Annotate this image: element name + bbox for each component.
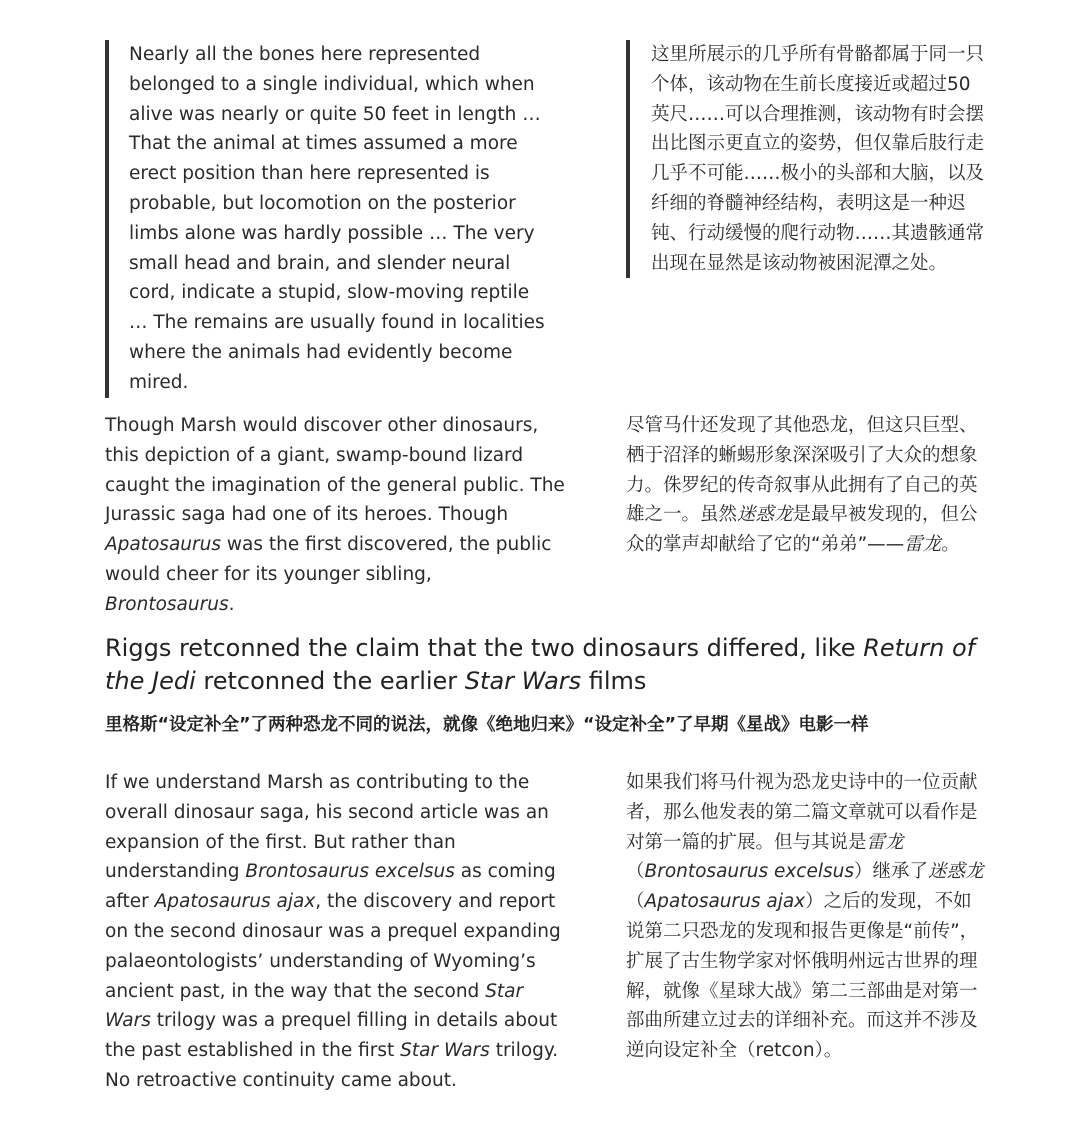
emphasis-brontosaurus: Brontosaurus — [105, 593, 229, 615]
emphasis-apatosaurus-zh: 迷惑龙 — [928, 861, 984, 883]
text-span: films — [581, 667, 647, 695]
section-heading — [105, 632, 985, 698]
quote-text-en: Nearly all the bones here represented belonged to a single individual, which when alive was nearly or quite 50 feet in length … That the animal at times assumed a more erect position than here represented is probable, but locomotion on the posterior limbs alone was hardly possible … The very small head and brain, and slender neural cord, indicate a stupid, slow-moving reptile … The remains are usually found in localities where the animals had evidently become mired. — [129, 44, 545, 393]
text-span: was the first discovered, the public would cheer for its younger sibling, — [105, 534, 552, 585]
emphasis-star-wars: Star Wars — [464, 667, 582, 695]
text-span: retconned the earlier — [195, 667, 465, 695]
emphasis-return-of-the-jedi: Return of the Jedi — [105, 634, 976, 695]
text-span: ）之后的发现，不如说第二只恐龙的发现和报告更像是“前传”，扩展了古生物学家对怀俄明州远古世界的理解，就像《星球大战》第二三部曲是对第一部曲所建立过去的详细补充。而这并不涉及逆向设定补全（retcon）。 — [626, 891, 979, 1062]
emphasis-brontosaurus-zh: 雷龙 — [866, 831, 904, 853]
blockquote-english — [105, 40, 549, 398]
emphasis-brontosaurus-excelsus: Brontosaurus excelsus — [644, 861, 855, 883]
emphasis-star-wars: Star Wars — [105, 980, 524, 1032]
paragraph-1-en — [105, 411, 565, 620]
emphasis-apatosaurus-ajax: Apatosaurus ajax — [644, 891, 806, 913]
emphasis-brontosaurus-zh: 雷龙 — [904, 534, 942, 556]
emphasis-apatosaurus: Apatosaurus — [105, 534, 221, 556]
text-span: （ — [626, 861, 645, 883]
text-span: ）继承了 — [854, 861, 929, 883]
text-span: （ — [626, 891, 645, 913]
section-heading-zh: 里格斯“设定补全”了两种恐龙不同的说法，就像《绝地归来》“设定补全”了早期《星战》电影一样 — [105, 715, 869, 735]
text-span: 是最早被发现的，但公众的掌声却献给了它的“弟弟”—— — [626, 504, 978, 556]
emphasis-apatosaurus-zh: 迷惑龙 — [737, 504, 793, 526]
text-span: Riggs retconned the claim that the two dinosaurs differed, like — [105, 634, 864, 662]
text-span: as coming after — [105, 861, 556, 913]
quote-text-zh: 这里所展示的几乎所有骨骼都属于同一只个体，该动物在生前长度接近或超过50英尺……可以合理推测，该动物有时会摆出比图示更直立的姿势，但仅靠后肢行走几乎不可能……极小的头部和大脑，以及纤细的脊髓神经结构，表明这是一种迟钝、行动缓慢的爬行动物……其遗骸通常出现在显然是该动物被困泥潭之处。 — [651, 44, 985, 274]
paragraph-1-zh — [626, 411, 986, 560]
text-span: trilogy was a prequel filling in details about the past established in the first — [105, 1010, 558, 1062]
text-span: . — [228, 593, 235, 615]
text-span: Though Marsh would discover other dinosaurs, this depiction of a giant, swamp-bound lizard caught the imagination of the general public. The Jurassic saga had one of its heroes. Though — [105, 415, 565, 526]
text-span: trilogy. No retroactive continuity came about. — [105, 1040, 559, 1091]
text-span: 尽管马什还发现了其他恐龙，但这只巨型、栖于沼泽的蜥蜴形象深深吸引了大众的想象力。侏罗纪的传奇叙事从此拥有了自己的英雄之一。虽然 — [626, 415, 978, 526]
text-span: If we understand Marsh as contributing to the overall dinosaur saga, his second article was an expansion of the first. But rather than understanding — [105, 772, 549, 883]
text-span: 如果我们将马什视为恐龙史诗中的一位贡献者，那么他发表的第二篇文章就可以看作是对第一篇的扩展。但与其说是 — [626, 772, 978, 853]
blockquote-chinese — [626, 40, 986, 278]
emphasis-apatosaurus-ajax: Apatosaurus ajax — [154, 891, 316, 913]
emphasis-brontosaurus-excelsus: Brontosaurus excelsus — [245, 861, 455, 883]
text-span: , the discovery and report on the second dinosaur was a prequel expanding palaeontologists’ understanding of Wyoming’s ancient past, in the way that the second — [105, 891, 561, 1002]
emphasis-star-wars: Star Wars — [400, 1040, 490, 1062]
text-span: 。 — [941, 534, 960, 556]
paragraph-2-en — [105, 768, 565, 1096]
paragraph-2-zh — [626, 768, 986, 1066]
